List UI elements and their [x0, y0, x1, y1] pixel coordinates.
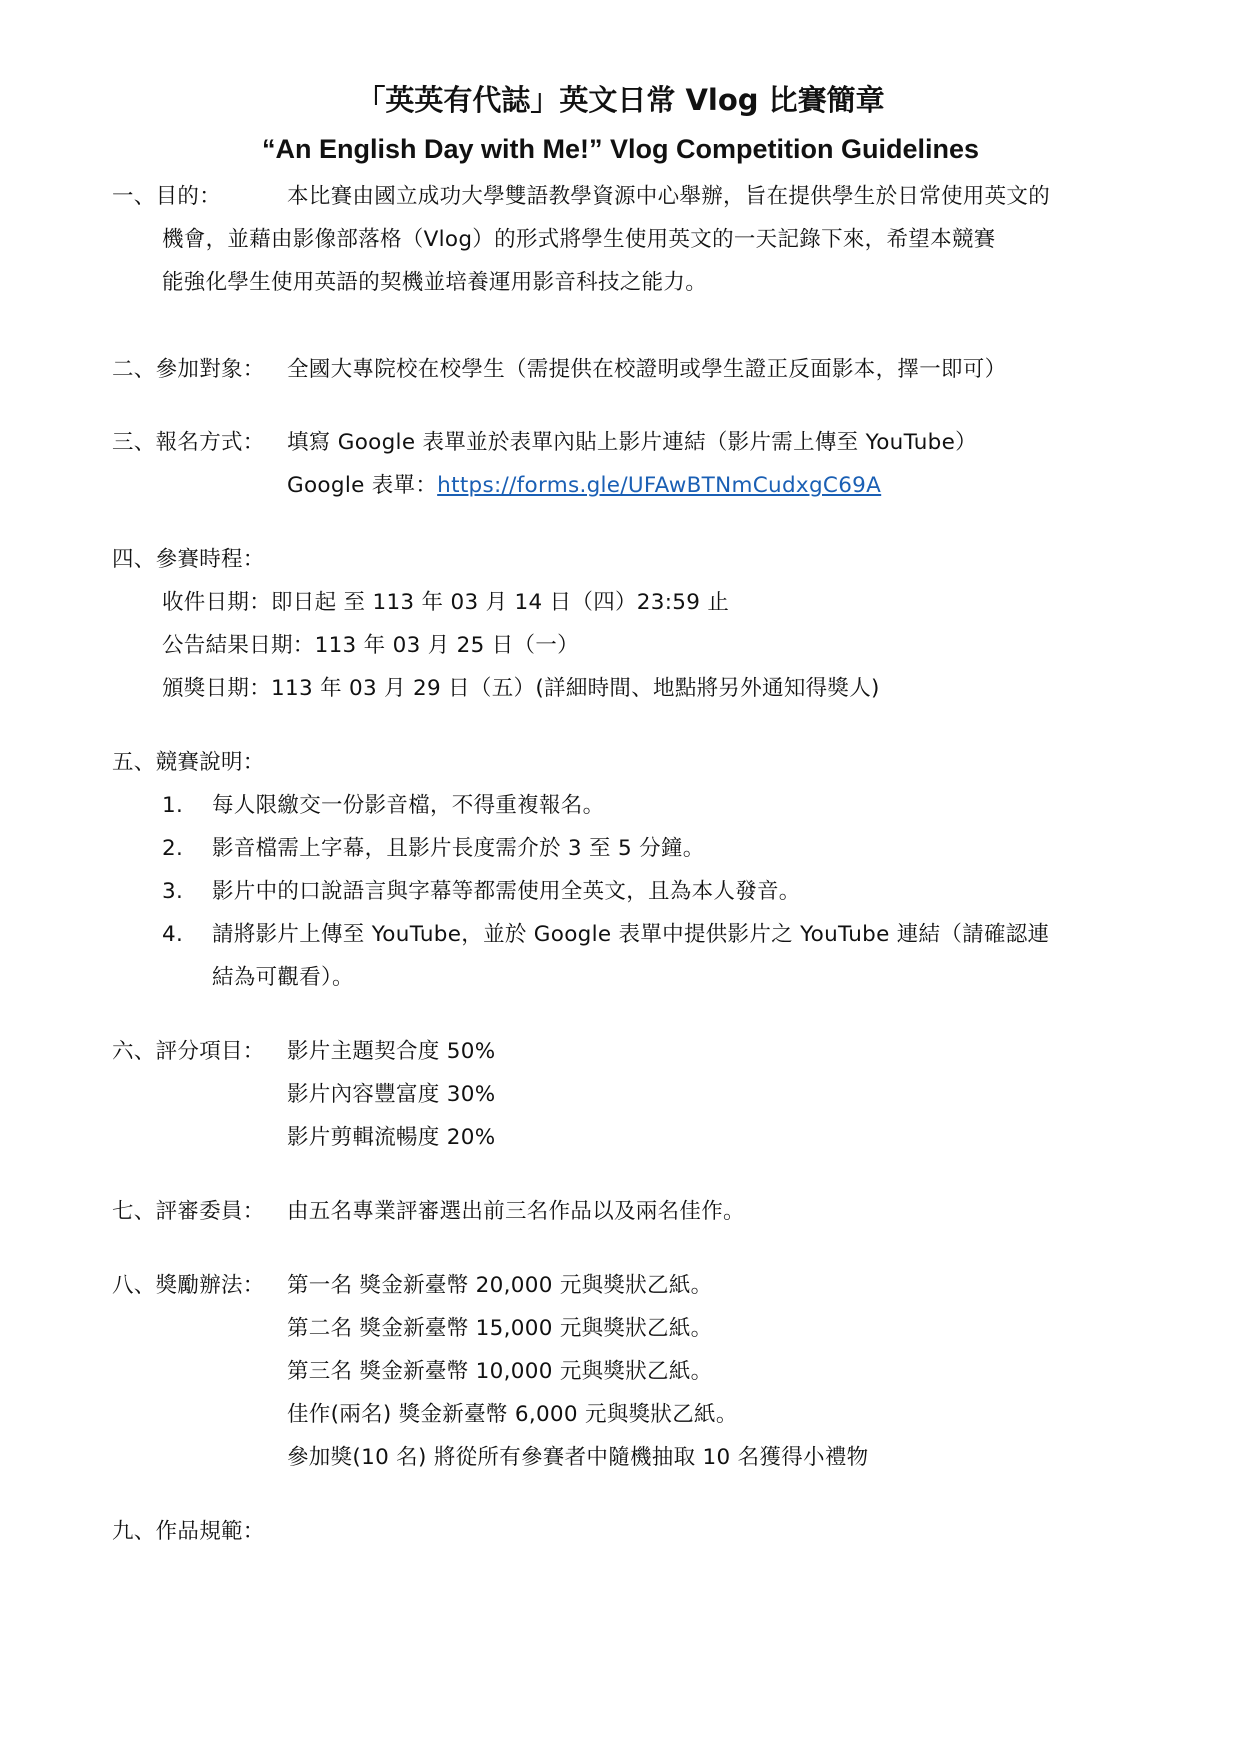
scoring-item-theme: 影片主題契合度 50%	[287, 1039, 496, 1064]
section-3-heading: 三、報名方式：	[112, 430, 265, 455]
rule-text-3: 影片中的口說語言與字幕等都需使用全英文，且為本人發音。	[212, 879, 801, 904]
section-7-heading: 七、評審委員：	[112, 1199, 265, 1224]
prize-honorable-mention: 佳作(兩名) 獎金新臺幣 6,000 元與獎狀乙紙。	[287, 1402, 738, 1427]
prize-third: 第三名 獎金新臺幣 10,000 元與獎狀乙紙。	[287, 1359, 713, 1384]
google-form-row	[287, 471, 881, 501]
scoring-item-editing: 影片剪輯流暢度 20%	[287, 1125, 496, 1150]
section-8-heading: 八、獎勵辦法：	[112, 1273, 265, 1298]
schedule-submission-date: 收件日期：即日起 至 113 年 03 月 14 日（四）23:59 止	[162, 590, 730, 615]
section-1-heading: 一、目的：	[112, 184, 222, 209]
section-1-line-3: 能強化學生使用英語的契機並培養運用影音科技之能力。	[162, 270, 708, 295]
schedule-result-date: 公告結果日期：113 年 03 月 25 日（一）	[162, 633, 579, 658]
section-2-heading: 二、參加對象：	[112, 357, 265, 382]
rule-text-1: 每人限繳交一份影音檔，不得重複報名。	[212, 793, 605, 818]
rule-text-2: 影音檔需上字幕，且影片長度需介於 3 至 5 分鐘。	[212, 836, 705, 861]
section-1-line-1: 本比賽由國立成功大學雙語教學資源中心舉辦，旨在提供學生於日常使用英文的	[287, 184, 1051, 209]
section-5-heading: 五、競賽說明：	[112, 750, 265, 775]
section-4-heading: 四、參賽時程：	[112, 547, 265, 572]
section-6-heading: 六、評分項目：	[112, 1039, 265, 1064]
rule-number-1: 1.	[162, 793, 184, 818]
schedule-award-date: 頒獎日期：113 年 03 月 29 日（五）(詳細時間、地點將另外通知得獎人)	[162, 676, 880, 701]
rule-number-4: 4.	[162, 922, 184, 947]
section-9-heading: 九、作品規範：	[112, 1519, 265, 1544]
title-english: “An English Day with Me!” Vlog Competition Guidelines	[261, 134, 980, 164]
rule-text-4-continued: 結為可觀看）。	[212, 965, 354, 990]
scoring-item-content: 影片內容豐富度 30%	[287, 1082, 496, 1107]
rule-text-4: 請將影片上傳至 YouTube，並於 Google 表單中提供影片之 YouTube 連結（請確認連	[212, 922, 1050, 947]
title-chinese: 「英英有代誌」英文日常 Vlog 比賽簡章	[356, 83, 885, 117]
section-1-line-2: 機會，並藉由影像部落格（Vlog）的形式將學生使用英文的一天記錄下來，希望本競賽	[162, 227, 996, 252]
google-form-link[interactable]: https://forms.gle/UFAwBTNmCudxgC69A	[437, 473, 882, 498]
prize-first: 第一名 獎金新臺幣 20,000 元與獎狀乙紙。	[287, 1273, 713, 1298]
rule-number-2: 2.	[162, 836, 184, 861]
google-form-label: Google 表單：	[287, 473, 438, 498]
rule-number-3: 3.	[162, 879, 184, 904]
prize-second: 第二名 獎金新臺幣 15,000 元與獎狀乙紙。	[287, 1316, 713, 1341]
prize-participation: 參加獎(10 名) 將從所有參賽者中隨機抽取 10 名獲得小禮物	[287, 1445, 869, 1470]
section-7-text: 由五名專業評審選出前三名作品以及兩名佳作。	[287, 1199, 745, 1224]
section-2-text: 全國大專院校在校學生（需提供在校證明或學生證正反面影本，擇一即可）	[287, 357, 1007, 382]
section-3-text: 填寫 Google 表單並於表單內貼上影片連結（影片需上傳至 YouTube）	[287, 430, 977, 455]
